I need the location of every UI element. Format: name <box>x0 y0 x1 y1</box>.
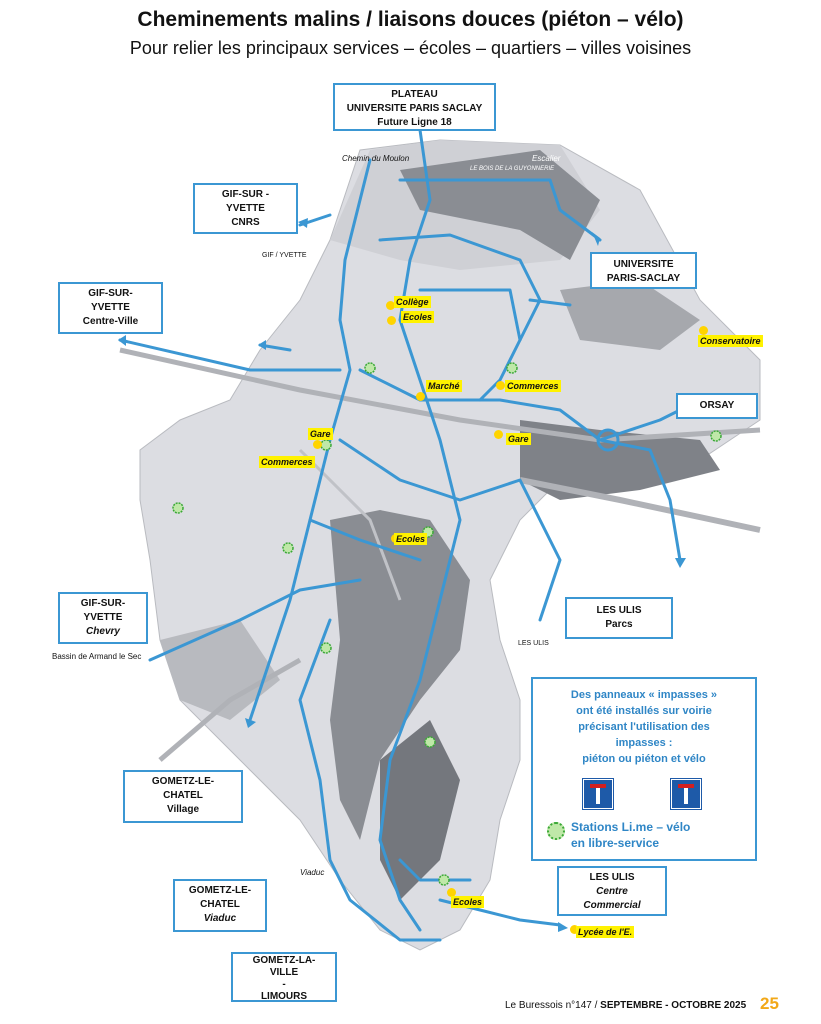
label-bois: LE BOIS DE LA GUYONNERIE <box>470 166 555 172</box>
tag-gare-east: Gare <box>508 434 529 444</box>
box-gif-chevry: GIF-SUR- YVETTE Chevry <box>58 592 148 644</box>
box-plateau: PLATEAU UNIVERSITE PARIS SACLAY Future Ligne 18 <box>333 83 496 131</box>
service-dot <box>313 440 322 449</box>
label-bassin: Bassin de Armand le Sec <box>52 652 142 661</box>
box-gometz-la-ville: GOMETZ-LA- VILLE - LIMOURS <box>231 952 337 1002</box>
box-les-ulis-parcs: LES ULIS Parcs <box>565 597 673 639</box>
tag-ecoles-center: Ecoles <box>396 534 426 544</box>
tag-ecoles-south: Ecoles <box>453 897 483 907</box>
box-gometz-village: GOMETZ-LE- CHATEL Village <box>123 770 243 823</box>
tag-commerces-west: Commerces <box>261 457 313 467</box>
box-gif-cnrs: GIF-SUR - YVETTE CNRS <box>193 183 298 234</box>
service-dot <box>496 381 505 390</box>
label-chemin-du-moulon: Chemin du Moulon <box>342 154 410 163</box>
legend-stations: Stations Li.me – vélo en libre-service <box>571 820 691 850</box>
service-dot <box>387 316 396 325</box>
tag-commerces-east: Commerces <box>507 381 559 391</box>
tag-ecoles-north: Ecoles <box>403 312 433 322</box>
dead-end-bike-sign-icon <box>671 779 701 809</box>
label-les-ulis: LES ULIS <box>518 640 549 647</box>
box-universite-paris-saclay: UNIVERSITE PARIS-SACLAY <box>590 252 697 289</box>
service-dot <box>416 392 425 401</box>
box-gometz-viaduc: GOMETZ-LE- CHATEL Viaduc <box>173 879 267 932</box>
label-gif-yvette: GIF / YVETTE <box>262 252 307 259</box>
footer-text: Le Buressois n°147 / SEPTEMBRE - OCTOBRE 2025 <box>505 1000 747 1011</box>
box-gif-centre-ville: GIF-SUR- YVETTE Centre-Ville <box>58 282 163 334</box>
label-viaduc: Viaduc <box>300 868 325 877</box>
bike-station-icon <box>547 822 565 840</box>
label-escalier: Escalier <box>532 154 561 163</box>
legend-text: Des panneaux « impasses » ont été installés sur voirie précisant l'utilisation des impasses : piéton ou piéton et vélo <box>570 689 718 765</box>
tag-college: Collège <box>396 297 429 307</box>
tag-marche: Marché <box>428 381 460 391</box>
tag-lycee: Lycée de l'E. <box>578 927 633 937</box>
service-dot <box>699 326 708 335</box>
legend-box <box>531 677 757 861</box>
box-orsay: ORSAY <box>676 393 758 419</box>
dead-end-sign-icon <box>583 779 613 809</box>
page-number: 25 <box>760 994 779 1013</box>
box-les-ulis-centre: LES ULIS Centre Commercial <box>557 866 667 916</box>
service-dot <box>494 430 503 439</box>
tag-gare-west: Gare <box>310 429 331 439</box>
tag-conservatoire: Conservatoire <box>700 336 761 346</box>
page-title: Cheminements malins / liaisons douces (piéton – vélo) <box>137 8 684 31</box>
page-subtitle: Pour relier les principaux services – écoles – quartiers – villes voisines <box>129 38 692 58</box>
